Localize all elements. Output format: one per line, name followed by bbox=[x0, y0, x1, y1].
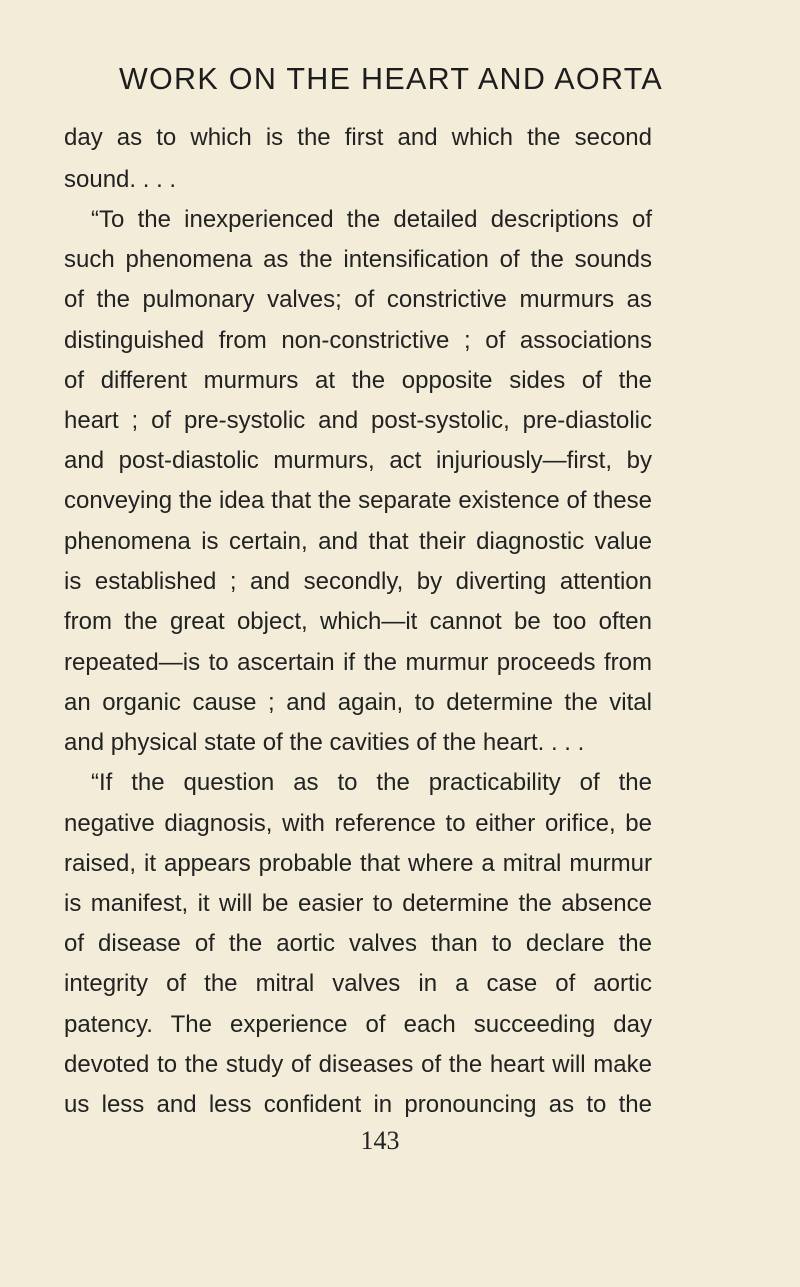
text-line: patency. The experience of each succeeding day bbox=[64, 1011, 652, 1038]
text-line: and post-diastolic murmurs, act injuriously—first, by bbox=[64, 447, 652, 474]
text-line: from the great object, which—it cannot be too often bbox=[64, 608, 652, 635]
text-line: “To the inexperienced the detailed descriptions of bbox=[91, 206, 652, 233]
text-line: and physical state of the cavities of the heart. . . . bbox=[64, 729, 585, 756]
text-line: integrity of the mitral valves in a case of aortic bbox=[64, 970, 652, 997]
text-line: day as to which is the first and which the second bbox=[64, 124, 652, 151]
running-head: WORK ON THE HEART AND AORTA bbox=[118, 62, 664, 96]
text-line: repeated—is to ascertain if the murmur proceeds from bbox=[64, 649, 652, 676]
text-line: devoted to the study of diseases of the heart will make bbox=[64, 1051, 652, 1078]
text-line: conveying the idea that the separate existence of these bbox=[64, 487, 652, 514]
text-line: distinguished from non-constrictive ; of associations bbox=[64, 327, 652, 354]
text-line: sound. . . . bbox=[64, 166, 177, 193]
text-line: negative diagnosis, with reference to either orifice, be bbox=[64, 810, 652, 837]
page-number: 143 bbox=[360, 1126, 400, 1155]
text-line: of different murmurs at the opposite sides of the bbox=[64, 367, 652, 394]
text-line: heart ; of pre-systolic and post-systolic, pre-diastolic bbox=[64, 407, 652, 434]
text-line: “If the question as to the practicability of the bbox=[91, 769, 652, 796]
text-line: is established ; and secondly, by diverting attention bbox=[64, 568, 652, 595]
text-line: is manifest, it will be easier to determine the absence bbox=[64, 890, 652, 917]
text-line: an organic cause ; and again, to determine the vital bbox=[64, 689, 652, 716]
text-line: us less and less confident in pronouncing as to the bbox=[64, 1091, 652, 1118]
text-line: of the pulmonary valves; of constrictive murmurs as bbox=[64, 286, 652, 313]
text-line: phenomena is certain, and that their diagnostic value bbox=[64, 528, 652, 555]
text-line: raised, it appears probable that where a mitral murmur bbox=[64, 850, 652, 877]
text-line: of disease of the aortic valves than to declare the bbox=[64, 930, 652, 957]
text-line: such phenomena as the intensification of the sounds bbox=[64, 246, 652, 273]
